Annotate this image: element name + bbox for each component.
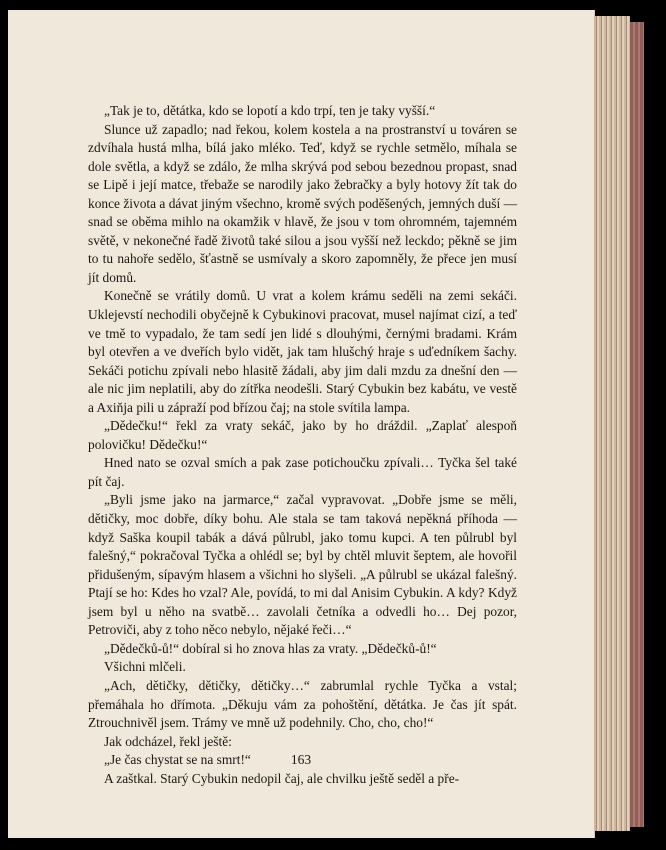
paragraph-4: „Dědečku!“ řekl za vraty sekáč, jako by ho dráždil. „Zaplať alespoň polovičku! Dědečku!“ (88, 418, 517, 452)
page-number: 163 (290, 752, 312, 767)
paragraph-6: „Byli jsme jako na jarmarce,“ začal vypravovat. „Dobře jsme se měli, dětičky, moc dobře, díky bohu. Ale stala se tam taková nepěkná příhoda — když Saška koupil tabák a dává půlrubl, jako tomu kupci. A ten půlrubl byl falešný,“ pokračoval Tyčka a ohlédl se; byl by chtěl mluvit šeptem, ale hovořil přidušeným, sípavým hlasem a všichni ho slyšeli. „A půlrubl se ukázal falešný. Ptají se ho: Kdes ho vzal? Ale, povídá, to mi dal Anisim Cybukin. A kdy? Když jsem byl u něho na svatbě… zavolali četníka a odvedli ho… Dej pozor, Petroviči, aby z toho něco nebylo, nějaké řeči…“ (88, 492, 517, 638)
paragraph-11: „Je čas chystat se na smrt!“ (104, 752, 251, 768)
paragraph-1: „Tak je to, dětátka, kdo se lopotí a kdo trpí, ten je taky vyšší.“ (104, 103, 436, 118)
book-page (8, 10, 595, 838)
paragraph-12: A zaštkal. Starý Cybukin nedopil čaj, ale chvilku ještě seděl a pře- (104, 770, 460, 786)
paragraph-3: Konečně se vrátily domů. U vrat a kolem krámu seděli na zemi sekáči. Uklejevstí nechodili obyčejně k Cybukinovi pracovat, musel najímat cizí, a teď ve tmě to vypadalo, že tam sedí jen lidé s dlouhými, černými bradami. Krám byl otevřen a ve dveřích bylo vidět, jak tam hlušchý hraje s uďedníkem šachy. Sekáči potichu zpívali nebo hlasitě žádali, aby jim dali mzdu za dnešní den — ale nic jim neplatili, aby do zítřka neodešli. Starý Cybukin bez kabátu, ve vestě a Axiňja pili u zápraží pod břízou čaj; na stole svítila lampa. (88, 288, 517, 415)
paragraph-9: „Ach, dětičky, dětičky, dětičky…“ zabrumlal rychle Tyčka a vstal; přemáhala ho dřímota. „Děkuju vám za pohoštění, dětátka. Je čas jít spát. Ztrouchnivěl jsem. Trámy ve mně už podehnily. Cho, cho, cho!“ (88, 677, 517, 731)
body-text (88, 102, 517, 788)
paragraph-2: Slunce už zapadlo; nad řekou, kolem kostela a na prostranství u továren se zdvíhala hustá mlha, bílá jako mléko. Teď, když se rychle setmělo, míhala se dole světla, a když se zdálo, že mlha skrývá pod sebou bezednou propast, snad se Lipě i její matce, třebaže se narodily jako žebračky a byly hotovy žít tak do konce života a dávat jiným všechno, kromě svých poděšených, jemných duší — snad se oběma mihlo na okamžik v hlavě, že jsou v tom ohromném, tajemném světě, v nekonečné řadě životů také silou a jsou vyšší než leckdo; pěkně se jim to tu nahoře sedělo, šťastně se usmívaly a skoro zapomněly, že přece jen musí jít domů. (88, 121, 517, 285)
paragraph-7: „Dědečků-ů!“ dobíral si ho znova hlas za vraty. „Dědečků-ů!“ (104, 640, 437, 656)
paragraph-10: Jak odcházel, řekl ještě: (104, 733, 232, 749)
paragraph-8: Všichni mlčeli. (104, 659, 186, 675)
page-edges (594, 16, 630, 831)
book-cover-edge (630, 22, 644, 827)
paragraph-5: Hned nato se ozval smích a pak zase potichoučku zpívali… Tyčka šel také pít čaj. (88, 455, 517, 489)
